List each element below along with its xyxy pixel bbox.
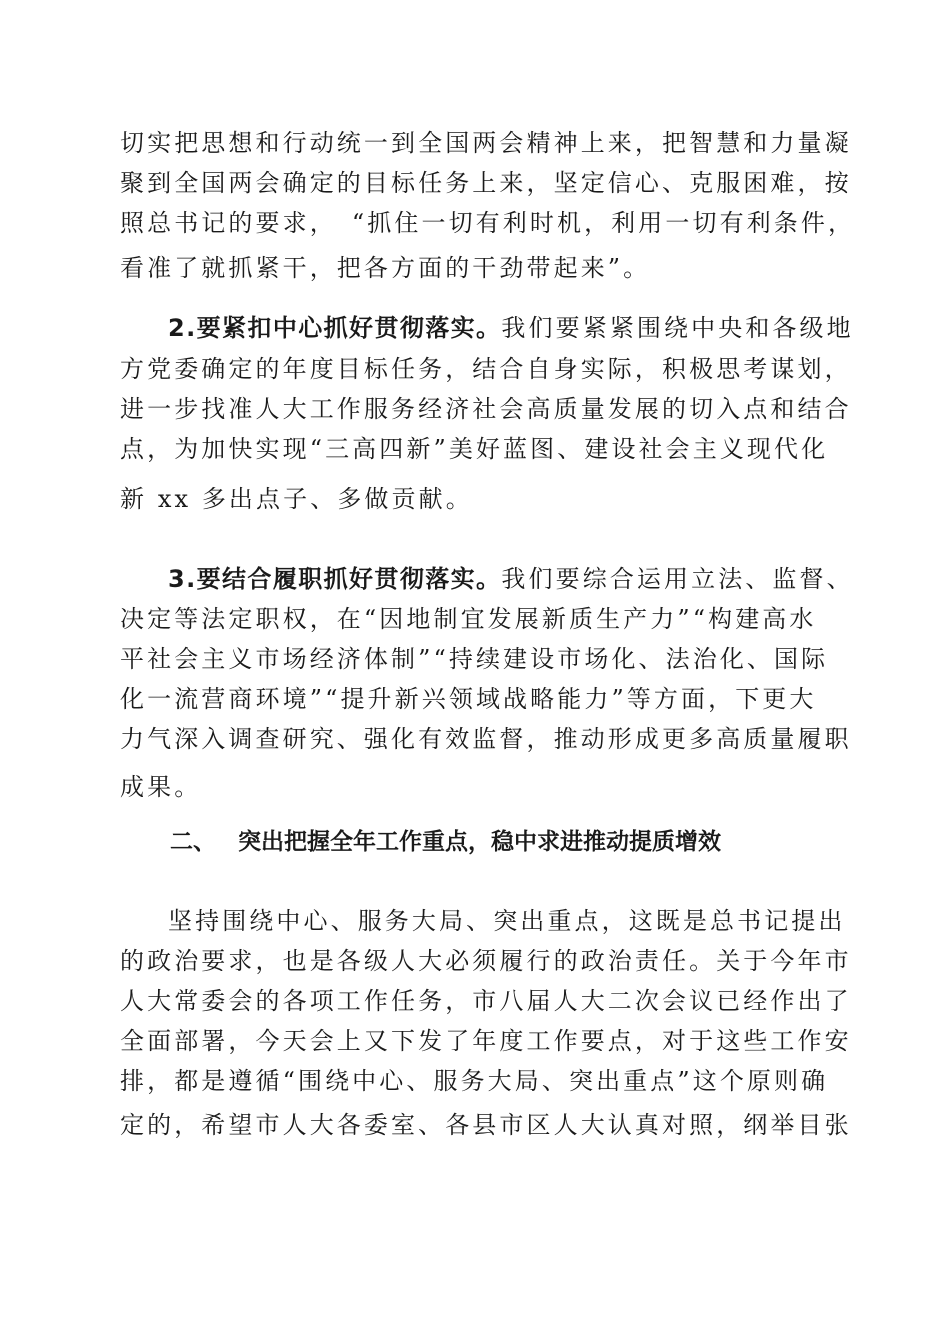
intro-line-2: 聚到全国两会确定的目标任务上来，坚定信心、克服困难，按: [120, 169, 852, 197]
item3-line-1: [120, 562, 854, 596]
item2-line-2: 方党委确定的年度目标任务，结合自身实际，积极思考谋划，: [120, 355, 852, 383]
intro-line-3: 照总书记的要求， “抓住一切有利时机，利用一切有利条件，: [120, 209, 856, 237]
section2-title: 突出把握全年工作重点，稳中求进推动提质增效: [238, 829, 721, 855]
item2-line-5: 新 xx 多出点子、多做贡献。: [120, 485, 473, 513]
final-line-1-text: 坚持围绕中心、服务大局、突出重点，这既是总书记提出: [168, 907, 846, 935]
item2-line-3: 进一步找准人大工作服务经济社会高质量发展的切入点和结合: [120, 395, 852, 423]
item2-line-1: [120, 311, 854, 345]
item2-first-line-rest: 我们要紧紧围绕中央和各级地: [501, 314, 854, 342]
item3-line-4: 化一流营商环境”“提升新兴领域战略能力”等方面，下更大: [120, 685, 817, 713]
final-line-2: 的政治要求，也是各级人大必须履行的政治责任。关于今年市: [120, 947, 852, 975]
final-line-5: 排，都是遵循“围绕中心、服务大局、突出重点”这个原则确: [120, 1067, 829, 1095]
section2-heading: [170, 825, 721, 859]
item3-line-2: 决定等法定职权，在“因地制宜发展新质生产力”“构建高水: [120, 605, 817, 633]
final-line-6: 定的，希望市人大各委室、各县市区人大认真对照，纲举目张: [120, 1111, 852, 1139]
section2-number: 二、: [170, 829, 216, 855]
intro-line-4: 看准了就抓紧干，把各方面的干劲带起来”。: [120, 254, 651, 282]
final-line-4: 全面部署，今天会上又下发了年度工作要点，对于这些工作安: [120, 1027, 852, 1055]
final-line-3: 人大常委会的各项工作任务，市八届人大二次会议已经作出了: [120, 987, 852, 1015]
item3-line-3: 平社会主义市场经济体制”“持续建设市场化、法治化、国际: [120, 645, 829, 673]
intro-line-1: 切实把思想和行动统一到全国两会精神上来，把智慧和力量凝: [120, 129, 852, 157]
item2-line-4: 点，为加快实现“三高四新”美好蓝图、建设社会主义现代化: [120, 435, 829, 463]
item3-line-5: 力气深入调查研究、强化有效监督，推动形成更多高质量履职: [120, 725, 852, 753]
item3-bold-lead: 3.要结合履职抓好贯彻落实。: [168, 565, 502, 593]
item3-line-6: 成果。: [120, 773, 202, 801]
final-line-1: [120, 904, 846, 938]
item3-first-line-rest: 我们要综合运用立法、监督、: [501, 565, 854, 593]
item2-bold-lead: 2.要紧扣中心抓好贯彻落实。: [168, 314, 502, 342]
